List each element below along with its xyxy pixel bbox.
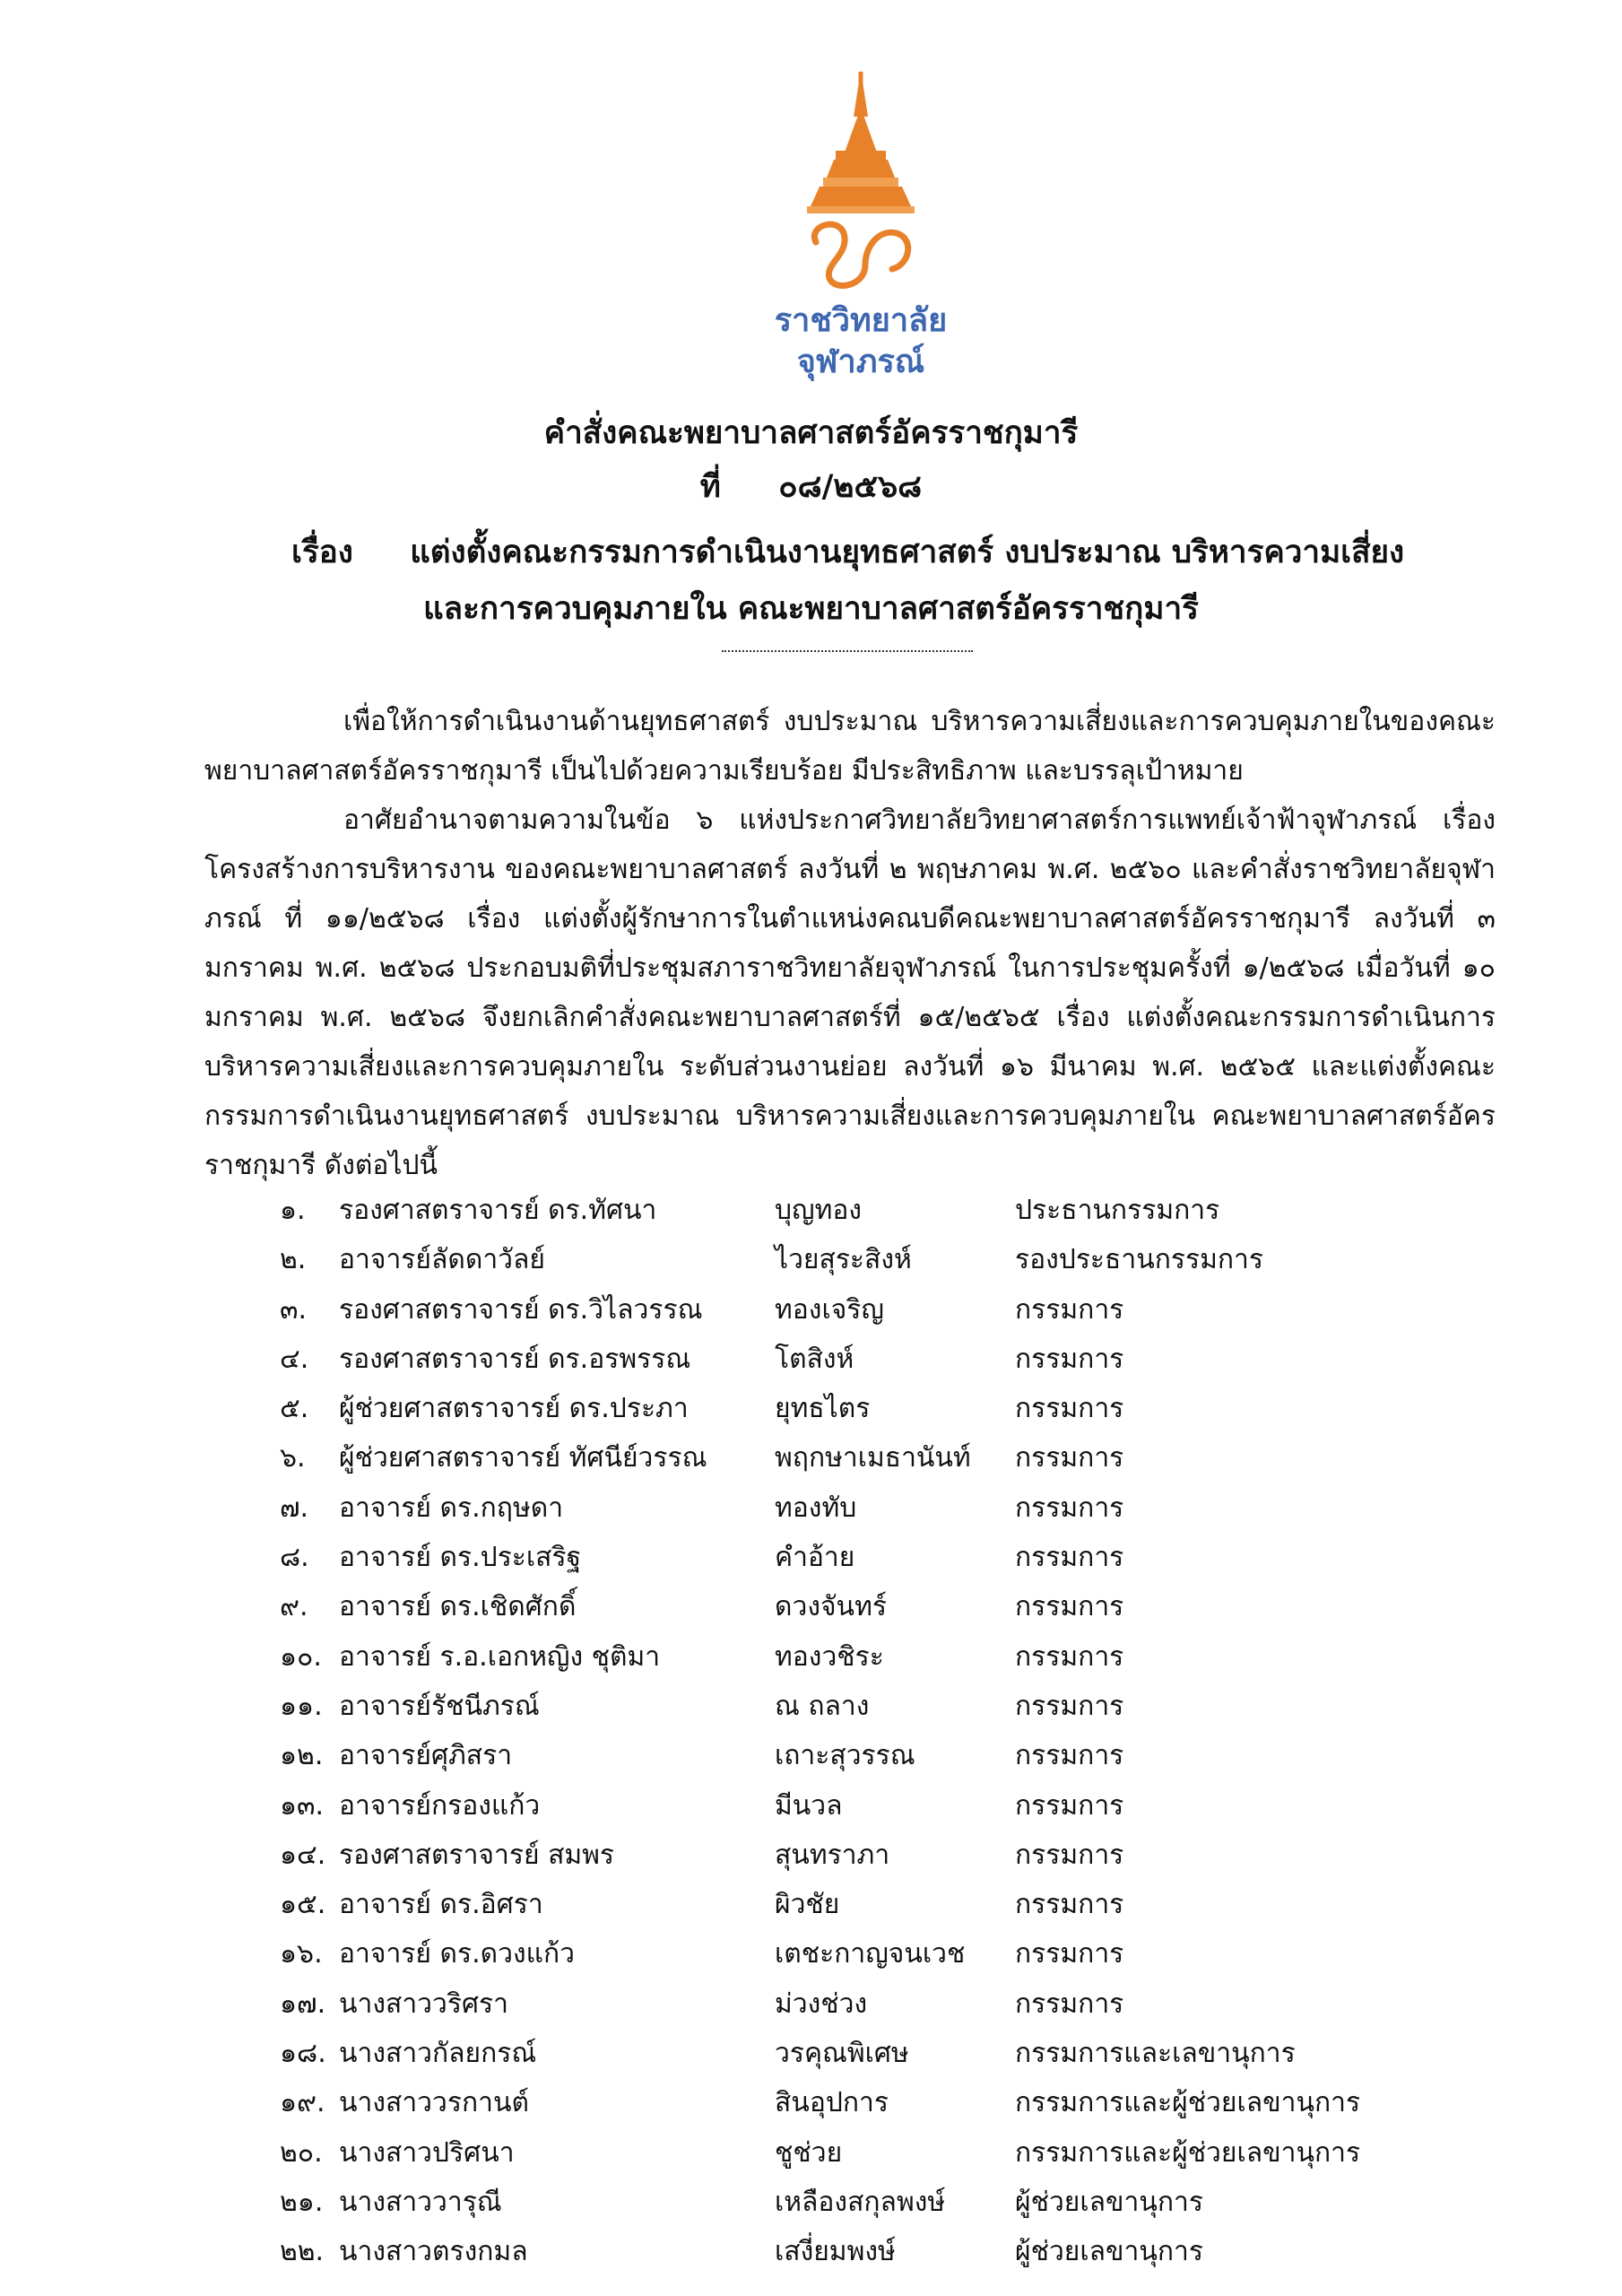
member-name: นางสาวกัลยกรณ์ — [339, 2038, 537, 2070]
list-item — [280, 1831, 1445, 1880]
member-number: ๑๐. — [280, 1640, 322, 1673]
member-surname: โตสิงห์ — [775, 1343, 854, 1375]
member-surname: บุญทอง — [775, 1195, 863, 1226]
list-item — [280, 2078, 1445, 2127]
member-role: กรรมการ — [1015, 1889, 1124, 1921]
member-surname: ม่วงช่วง — [775, 1987, 868, 2020]
member-surname: เตชะกาญจนเวช — [775, 1938, 966, 1970]
member-surname: เถาะสุวรรณ — [775, 1740, 915, 1772]
member-name: นางสาววรกานต์ — [339, 2087, 529, 2119]
member-role: กรรมการและผู้ช่วยเลขานุการ — [1015, 2136, 1361, 2169]
member-number: ๑๒. — [280, 1740, 324, 1772]
member-name: นางสาววารุณี — [339, 2186, 502, 2218]
member-surname: ไวยสุระสิงห์ — [775, 1244, 912, 1276]
subject-line-1 — [291, 527, 1404, 577]
list-item — [280, 1781, 1445, 1831]
member-role: ประธานกรรมการ — [1015, 1195, 1220, 1226]
member-name: อาจารย์ ร.อ.เอกหญิง ชุติมา — [339, 1640, 661, 1673]
member-surname: ทองเจริญ — [775, 1293, 884, 1326]
member-role: กรรมการ — [1015, 1839, 1124, 1871]
list-item — [280, 1929, 1445, 1979]
member-number: ๑๕. — [280, 1889, 326, 1921]
list-item — [280, 1186, 1445, 1235]
order-number-label: ที่ — [699, 469, 721, 505]
member-name: อาจารย์ศุภิสรา — [339, 1740, 513, 1772]
member-surname: เหลืองสกุลพงษ์ — [775, 2186, 946, 2218]
member-number: ๑๗. — [280, 1987, 326, 2020]
paragraph-authority: อาศัยอำนาจตามความในข้อ ๖ แห่งประกาศวิทยาลัยวิทยาศาสตร์การแพทย์เจ้าฟ้าจุฬาภรณ์ เรื่อง โครงสร้างการบริหารงาน ของคณะพยาบาลศาสตร์ ลงวันที่ ๒ พฤษภาคม พ.ศ. ๒๕๖๐ และคำสั่งราชวิทยาลัยจุฬาภรณ์ ที่ ๑๑/๒๕๖๘ เรื่อง แต่งตั้งผู้รักษาการในตำแหน่งคณบดีคณะพยาบาลศาสตร์อัครราชกุมารี ลงวันที่ ๓ มกราคม พ.ศ. ๒๕๖๘ ประกอบมติที่ประชุมสภาราชวิทยาลัยจุฬาภรณ์ ในการประชุมครั้งที่ ๑/๒๕๖๘ เมื่อวันที่ ๑๐ มกราคม พ.ศ. ๒๕๖๘ จึงยกเลิกคำสั่งคณะพยาบาลศาสตร์ที่ ๑๕/๒๕๖๕ เรื่อง แต่งตั้งคณะกรรมการดำเนินการบริหารความเสี่ยงและการควบคุมภายใน ระดับส่วนงานย่อย ลงวันที่ ๑๖ มีนาคม พ.ศ. ๒๕๖๕ และแต่งตั้งคณะกรรมการดำเนินงานยุทธศาสตร์ งบประมาณ บริหารความเสี่ยงและการควบคุมภายใน คณะพยาบาลศาสตร์อัครราชกุมารี ดังต่อไปนี้ — [204, 804, 1496, 1181]
list-item — [280, 1582, 1445, 1631]
member-surname: ทองทับ — [775, 1492, 857, 1524]
member-surname: ดวงจันทร์ — [775, 1591, 887, 1623]
list-item — [280, 1235, 1445, 1284]
member-role: กรรมการ — [1015, 1640, 1124, 1673]
member-role: กรรมการ — [1015, 1789, 1124, 1822]
member-name: ผู้ช่วยศาสตราจารย์ ทัศนีย์วรรณ — [339, 1442, 707, 1474]
member-number: ๔. — [280, 1343, 309, 1375]
member-number: ๖. — [280, 1442, 306, 1474]
member-name: อาจารย์ ดร.อิศรา — [339, 1889, 543, 1921]
crown-emblem-icon — [780, 63, 941, 332]
list-item — [280, 2029, 1445, 2078]
member-surname: วรคุณพิเศษ — [775, 2038, 909, 2070]
member-surname: ผิวชัย — [775, 1889, 840, 1921]
member-name: นางสาววริศรา — [339, 1987, 508, 2020]
member-role: กรรมการ — [1015, 1690, 1124, 1722]
member-role: กรรมการ — [1015, 1442, 1124, 1474]
member-number: ๑๖. — [280, 1938, 323, 1970]
subject-label: เรื่อง — [291, 535, 353, 570]
member-name: รองศาสตราจารย์ ดร.ทัศนา — [339, 1195, 657, 1226]
member-number: ๒๐. — [280, 2136, 323, 2169]
member-name: อาจารย์กรองแก้ว — [339, 1789, 541, 1822]
member-surname: เสงี่ยมพงษ์ — [775, 2236, 896, 2268]
member-number: ๑๑. — [280, 1690, 323, 1722]
member-number: ๕. — [280, 1393, 309, 1425]
member-role: กรรมการและผู้ช่วยเลขานุการ — [1015, 2087, 1361, 2119]
member-role: ผู้ช่วยเลขานุการ — [1015, 2236, 1203, 2268]
member-surname: คำอ้าย — [775, 1542, 855, 1574]
list-item — [280, 1384, 1445, 1433]
member-surname: ทองวชิระ — [775, 1640, 884, 1673]
logo-line-1: ราชวิทยาลัย — [774, 302, 948, 339]
member-name: อาจารย์ ดร.เชิดศักดิ์ — [339, 1591, 577, 1623]
member-role: รองประธานกรรมการ — [1015, 1244, 1264, 1276]
list-item — [280, 1979, 1445, 2029]
member-surname: มีนวล — [775, 1789, 843, 1822]
member-surname: ยุทธไตร — [775, 1393, 871, 1425]
member-name: อาจารย์ ดร.ประเสริฐ — [339, 1542, 582, 1574]
list-item — [280, 1731, 1445, 1780]
member-role: ผู้ช่วยเลขานุการ — [1015, 2186, 1203, 2218]
member-role: กรรมการ — [1015, 1591, 1124, 1623]
member-name: อาจารย์ ดร.ดวงแก้ว — [339, 1938, 575, 1970]
list-item — [280, 2227, 1445, 2276]
list-item — [280, 1335, 1445, 1384]
member-name: อาจารย์รัชนีภรณ์ — [339, 1690, 540, 1722]
member-role: กรรมการ — [1015, 1343, 1124, 1375]
order-title: คำสั่งคณะพยาบาลศาสตร์อัครราชกุมารี — [543, 415, 1079, 451]
member-role: กรรมการและเลขานุการ — [1015, 2038, 1296, 2070]
member-surname: สินอุปการ — [775, 2087, 889, 2119]
member-number: ๒๑. — [280, 2186, 324, 2218]
member-number: ๓. — [280, 1293, 308, 1326]
list-item — [280, 1632, 1445, 1682]
member-number: ๑๓. — [280, 1789, 325, 1822]
subject-text-1: แต่งตั้งคณะกรรมการดำเนินงานยุทธศาสตร์ งบประมาณ บริหารความเสี่ยง — [410, 535, 1405, 570]
member-name: อาจารย์ ดร.กฤษดา — [339, 1492, 564, 1524]
member-number: ๑. — [280, 1195, 306, 1226]
separator-dots — [722, 650, 973, 652]
member-surname: สุนทราภา — [775, 1839, 890, 1871]
member-name: รองศาสตราจารย์ สมพร — [339, 1839, 615, 1871]
list-item — [280, 1433, 1445, 1483]
member-surname: ชูช่วย — [775, 2136, 843, 2169]
member-number: ๒. — [280, 1244, 307, 1276]
list-item — [280, 2128, 1445, 2178]
member-number: ๘. — [280, 1542, 309, 1574]
member-name: รองศาสตราจารย์ ดร.วิไลวรรณ — [339, 1293, 703, 1326]
member-role: กรรมการ — [1015, 1393, 1124, 1425]
member-name: อาจารย์ลัดดาวัลย์ — [339, 1244, 545, 1276]
list-item — [280, 1285, 1445, 1335]
list-item — [280, 2178, 1445, 2227]
list-item — [280, 1483, 1445, 1533]
member-number: ๑๘. — [280, 2038, 326, 2070]
order-number — [0, 462, 1622, 511]
list-item — [280, 1880, 1445, 1929]
member-number: ๒๒. — [280, 2236, 325, 2268]
member-surname: ณ ถลาง — [775, 1690, 870, 1722]
member-role: กรรมการ — [1015, 1293, 1124, 1326]
member-role: กรรมการ — [1015, 1492, 1124, 1524]
member-name: รองศาสตราจารย์ ดร.อรพรรณ — [339, 1343, 691, 1375]
member-name: นางสาวตรงกมล — [339, 2236, 528, 2268]
member-role: กรรมการ — [1015, 1938, 1124, 1970]
member-name: ผู้ช่วยศาสตราจารย์ ดร.ประภา — [339, 1393, 689, 1425]
member-number: ๗. — [280, 1492, 309, 1524]
member-role: กรรมการ — [1015, 1542, 1124, 1574]
member-role: กรรมการ — [1015, 1987, 1124, 2020]
member-number: ๑๔. — [280, 1839, 326, 1871]
list-item — [280, 1533, 1445, 1582]
member-number: ๑๙. — [280, 2087, 325, 2119]
logo-wordmark — [735, 300, 986, 383]
list-item — [280, 1682, 1445, 1731]
member-number: ๙. — [280, 1591, 308, 1623]
logo-line-2: จุฬาภรณ์ — [796, 344, 925, 380]
order-number-value: ๐๘/๒๕๖๘ — [778, 469, 923, 505]
subject-line-2: และการควบคุมภายใน คณะพยาบาลศาสตร์อัครราชกุมารี — [423, 591, 1199, 627]
committee-list — [280, 1186, 1445, 2277]
member-name: นางสาวปริศนา — [339, 2136, 515, 2169]
member-role: กรรมการ — [1015, 1740, 1124, 1772]
paragraph-purpose: เพื่อให้การดำเนินงานด้านยุทธศาสตร์ งบประมาณ บริหารความเสี่ยงและการควบคุมภายในของคณะพยาบาลศาสตร์อัครราชกุมารี เป็นไปด้วยความเรียบร้อย มีประสิทธิภาพ และบรรลุเป้าหมาย — [204, 706, 1496, 787]
member-surname: พฤกษาเมธานันท์ — [775, 1442, 971, 1474]
